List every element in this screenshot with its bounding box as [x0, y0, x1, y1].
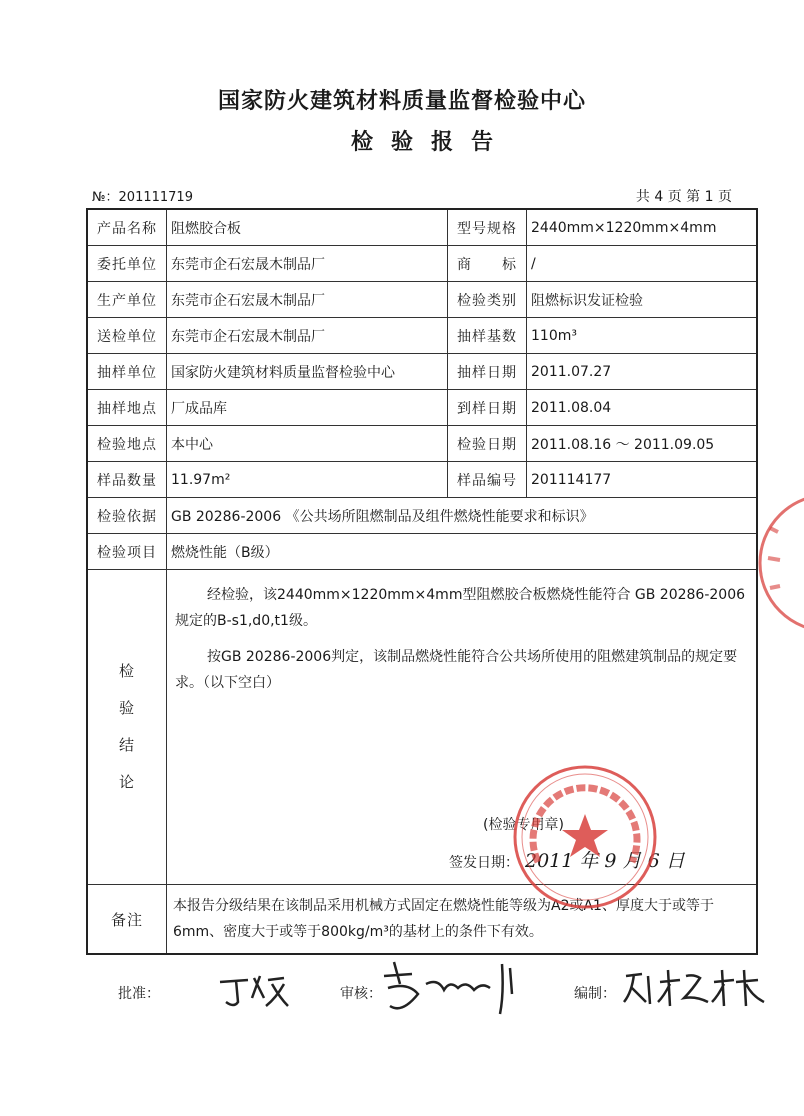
- field-label: 抽样日期: [448, 354, 527, 390]
- field-label: 抽样基数: [448, 318, 527, 354]
- report-number: №：201111719: [92, 190, 193, 205]
- field-value: 2440mm×1220mm×4mm: [527, 209, 758, 246]
- field-value: 厂成品库: [167, 390, 448, 426]
- field-value: 本中心: [167, 426, 448, 462]
- doc-title-char: 验: [390, 130, 413, 155]
- item-row: [87, 534, 757, 570]
- review-label: 审核：: [340, 986, 382, 1002]
- field-value: 201114177: [527, 462, 758, 498]
- compiler-signature: [618, 962, 770, 1012]
- conclusion-label-char: 验: [118, 699, 135, 717]
- table-row: [87, 246, 757, 282]
- approve-label: 批准：: [118, 986, 160, 1002]
- doc-title-char: 报: [431, 130, 454, 155]
- remark-value: 本报告分级结果在该制品采用机械方式固定在燃烧性能等级为A2或A1、厚度大于或等于6mm、密度大于或等于800kg/m³的基材上的条件下有效。: [167, 885, 758, 955]
- issue-date-handwritten: 2011 年 9 月 6 日: [525, 850, 685, 872]
- basis-label: 检验依据: [87, 498, 167, 534]
- field-label: 委托单位: [87, 246, 167, 282]
- field-label: 抽样地点: [87, 390, 167, 426]
- conclusion-label: [87, 570, 167, 885]
- stamp-note: (检验专用章): [483, 817, 564, 833]
- table-row: [87, 282, 757, 318]
- inspection-seal: [510, 762, 660, 912]
- field-label: 抽样单位: [87, 354, 167, 390]
- page-info: 共 4 页 第 1 页: [635, 189, 732, 205]
- field-label: 检验地点: [87, 426, 167, 462]
- field-label: 生产单位: [87, 282, 167, 318]
- basis-row: [87, 498, 757, 534]
- basis-value: GB 20286-2006 《公共场所阻燃制品及组件燃烧性能要求和标识》: [167, 498, 758, 534]
- table-row: [87, 426, 757, 462]
- field-value: 110m³: [527, 318, 758, 354]
- field-value: 东莞市企石宏晟木制品厂: [167, 318, 448, 354]
- conclusion-paragraph: 按GB 20286-2006判定，该制品燃烧性能符合公共场所使用的阻燃建筑制品的规定要求。（以下空白）: [175, 649, 738, 691]
- item-value: 燃烧性能（B级）: [167, 534, 758, 570]
- table-row: [87, 318, 757, 354]
- field-label: 商 标: [448, 246, 527, 282]
- field-value: 国家防火建筑材料质量监督检验中心: [167, 354, 448, 390]
- field-value: /: [527, 246, 758, 282]
- field-label: 型号规格: [448, 209, 527, 246]
- field-label: 检验类别: [448, 282, 527, 318]
- field-value: 2011.08.04: [527, 390, 758, 426]
- compile-label: 编制：: [574, 986, 616, 1002]
- table-row: [87, 390, 757, 426]
- conclusion-paragraph: 经检验，该2440mm×1220mm×4mm型阻燃胶合板燃烧性能符合 GB 20286-2006规定的B-s1,d0,t1级。: [175, 587, 746, 629]
- field-value: 东莞市企石宏晟木制品厂: [167, 246, 448, 282]
- org-title: 国家防火建筑材料质量监督检验中心: [217, 89, 586, 114]
- field-value: 2011.08.16 ～ 2011.09.05: [527, 426, 758, 462]
- approver-signature: [214, 968, 294, 1012]
- doc-title: [0, 125, 804, 156]
- field-label: 检验日期: [448, 426, 527, 462]
- reviewer-signature: [378, 954, 528, 1024]
- field-label: 样品编号: [448, 462, 527, 498]
- field-label: 送检单位: [87, 318, 167, 354]
- remark-label: 备注: [87, 885, 167, 955]
- conclusion-body: [167, 570, 758, 885]
- conclusion-label-char: 检: [118, 662, 135, 680]
- field-label: 到样日期: [448, 390, 527, 426]
- table-row: [87, 354, 757, 390]
- conclusion-label-char: 论: [118, 773, 135, 791]
- field-value: 阻燃标识发证检验: [527, 282, 758, 318]
- edge-seal: [758, 488, 804, 638]
- table-row: [87, 462, 757, 498]
- field-value: 11.97m²: [167, 462, 448, 498]
- field-label: 样品数量: [87, 462, 167, 498]
- field-value: 东莞市企石宏晟木制品厂: [167, 282, 448, 318]
- table-row: [87, 209, 757, 246]
- doc-title-char: 检: [350, 130, 373, 155]
- field-value: 阻燃胶合板: [167, 209, 448, 246]
- field-value: 2011.07.27: [527, 354, 758, 390]
- doc-title-char: 告: [471, 130, 494, 155]
- item-label: 检验项目: [87, 534, 167, 570]
- field-label: 产品名称: [87, 209, 167, 246]
- issue-date-label: 签发日期：: [449, 855, 519, 871]
- conclusion-label-char: 结: [118, 736, 135, 754]
